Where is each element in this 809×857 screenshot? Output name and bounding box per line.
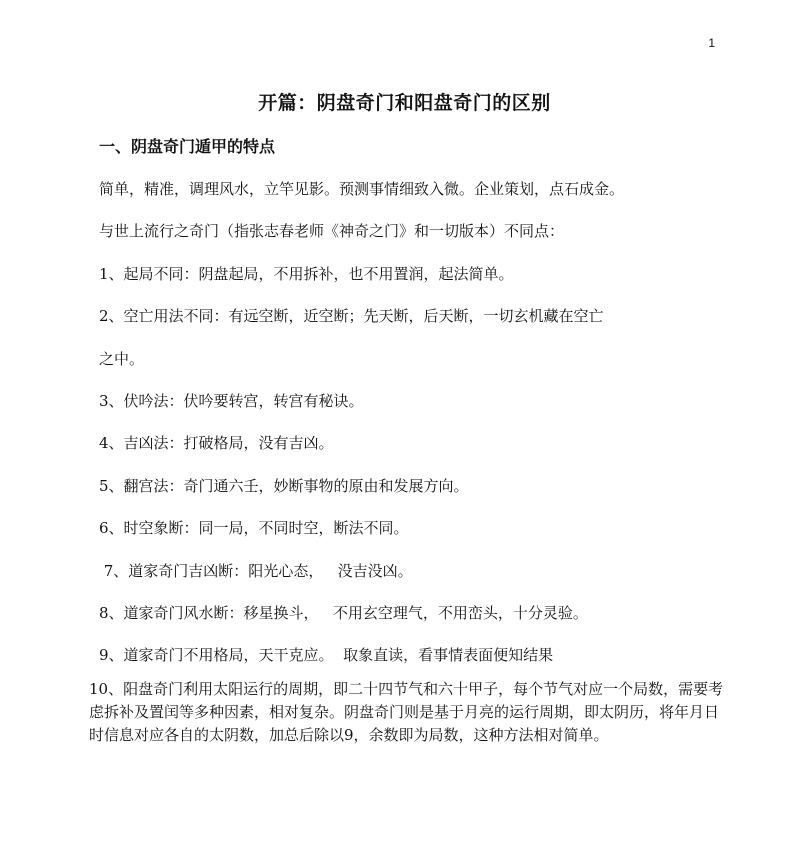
- point-6: 6、时空象断：同一局，不同时空，断法不同。: [99, 519, 409, 537]
- point-10: 10、阳盘奇门利用太阳运行的周期，即二十四节气和六十甲子，每个节气对应一个局数，需要考虑拆补及置闰等多种因素，相对复杂。阴盘奇门则是基于月亮的运行周期，即太阴历，将年月日时信息对应各自的太阴数，加总后除以9，余数即为局数，这种方法相对简单。: [89, 680, 724, 744]
- document-title: 开篇：阴盘奇门和阳盘奇门的区别: [258, 92, 551, 114]
- point-1: 1、起局不同：阴盘起局，不用拆补，也不用置润，起法简单。: [99, 265, 514, 283]
- point-2-continued: 之中。: [99, 350, 145, 368]
- point-9: 9、道家奇门不用格局，天干克应。 取象直读，看事情表面便知结果: [99, 646, 554, 664]
- intro-line-2: 与世上流行之奇门（指张志春老师《神奇之门》和一切版本）不同点：: [99, 222, 565, 240]
- point-3: 3、伏吟法：伏吟要转宫，转宫有秘诀。: [99, 392, 364, 410]
- point-2: 2、空亡用法不同：有远空断，近空断；先天断，后天断，一切玄机藏在空亡: [99, 307, 604, 325]
- page-number: 1: [708, 36, 715, 50]
- intro-line-1: 简单，精准，调理风水，立竿见影。预测事情细致入微。企业策划，点石成金。: [99, 180, 625, 198]
- point-8: 8、道家奇门风水断：移星换斗， 不用玄空理气，不用峦头，十分灵验。: [99, 604, 588, 622]
- point-5: 5、翻宫法：奇门通六壬，妙断事物的原由和发展方向。: [99, 477, 469, 495]
- point-7: 7、道家奇门吉凶断：阳光心态， 没吉没凶。: [99, 562, 413, 580]
- section-heading: 一、阴盘奇门遁甲的特点: [99, 137, 276, 156]
- point-4: 4、吉凶法：打破格局，没有吉凶。: [99, 434, 334, 452]
